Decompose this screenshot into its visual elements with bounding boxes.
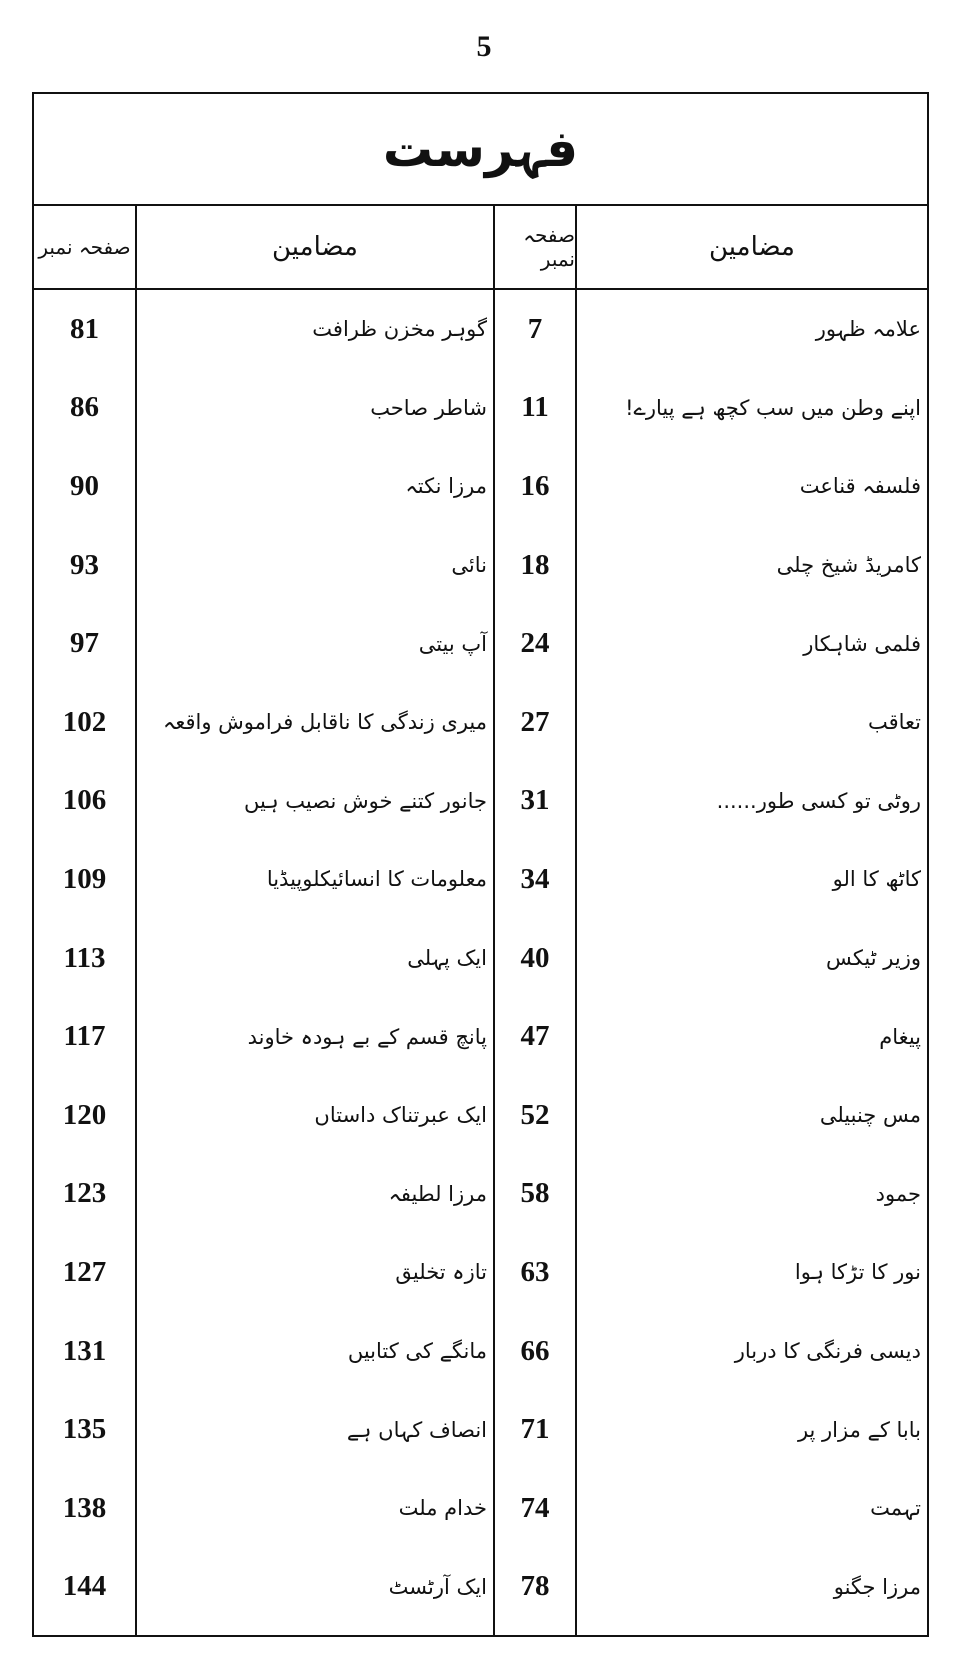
page-number: 5 xyxy=(476,30,492,63)
toc-entry-page: 71 xyxy=(520,1413,550,1446)
toc-entry-page: 144 xyxy=(62,1570,107,1603)
toc-entry-page: 120 xyxy=(62,1098,107,1131)
toc-entry-page: 127 xyxy=(62,1255,107,1288)
toc-entry-title: مرزا نکتہ xyxy=(405,474,487,499)
toc-entry-title: مس چنبیلی xyxy=(819,1103,921,1128)
toc-entry-title: کامریڈ شیخ چلی xyxy=(776,553,921,578)
toc-entry-title: پانچ قسم کے بے ہودہ خاوند xyxy=(247,1024,487,1049)
toc-entry-title: تعاقب xyxy=(867,710,921,735)
header-page-left: صفحہ نمبر xyxy=(38,235,131,259)
toc-entry-title: نور کا تڑکا ہوا xyxy=(794,1260,921,1285)
toc-entry-title: تازہ تخلیق xyxy=(395,1260,487,1285)
toc-entry-page: 74 xyxy=(520,1491,550,1524)
toc-entry-page: 18 xyxy=(520,548,550,581)
table-of-contents xyxy=(32,92,929,1637)
toc-entry-title: پیغام xyxy=(879,1024,921,1049)
toc-entry-title: معلومات کا انسائیکلوپیڈیا xyxy=(266,867,487,892)
toc-entry-page: 66 xyxy=(520,1334,550,1367)
toc-entry-title: فلسفہ قناعت xyxy=(799,474,921,499)
toc-entry-title: علامہ ظہور xyxy=(815,317,921,342)
toc-entry-page: 135 xyxy=(62,1413,107,1446)
toc-entry-page: 40 xyxy=(520,941,550,974)
toc-entry-page: 109 xyxy=(62,862,107,895)
toc-entry-title: جمود xyxy=(875,1181,921,1206)
toc-entry-title: نائی xyxy=(451,553,487,578)
header-topics-right: مضامین xyxy=(575,206,927,288)
toc-entry-page: 34 xyxy=(520,862,550,895)
header-topics-left: مضامین xyxy=(135,206,493,288)
toc-entry-page: 123 xyxy=(62,1177,107,1210)
left-titles-column xyxy=(135,290,493,1635)
toc-entry-title: میری زندگی کا ناقابل فراموش واقعہ xyxy=(163,710,487,735)
toc-entry-page: 117 xyxy=(63,1020,106,1053)
toc-entry-title: روٹی تو کسی طور...... xyxy=(716,788,921,813)
toc-entry-page: 106 xyxy=(62,784,107,817)
toc-entry-page: 58 xyxy=(520,1177,550,1210)
toc-entry-title: ایک عبرتناک داستاں xyxy=(314,1103,487,1128)
toc-entry-page: 90 xyxy=(70,469,99,502)
toc-entry-page: 78 xyxy=(520,1570,550,1603)
toc-entry-page: 113 xyxy=(63,941,106,974)
header-page-right: صفحہ نمبر xyxy=(493,206,575,288)
toc-entry-title: جانور کتنے خوش نصیب ہیں xyxy=(244,788,487,813)
toc-entry-page: 11 xyxy=(521,391,549,424)
left-pages-list xyxy=(34,290,135,1626)
toc-entry-title: کاٹھ کا الو xyxy=(832,867,921,892)
toc-entry-title: گوہر مخزن ظرافت xyxy=(312,317,487,342)
toc-entry-title: ایک پہلی xyxy=(407,946,487,971)
toc-entry-page: 81 xyxy=(70,312,99,345)
toc-entry-page: 47 xyxy=(520,1020,550,1053)
toc-entry-title: مرزا جگنو xyxy=(833,1574,921,1599)
right-pages-list xyxy=(495,290,575,1626)
toc-entry-title: دیسی فرنگی کا دربار xyxy=(734,1339,921,1364)
toc-entry-page: 93 xyxy=(70,548,99,581)
left-titles-list xyxy=(137,290,493,1626)
toc-entry-title: مرزا لطیفہ xyxy=(388,1181,487,1206)
toc-entry-title: اپنے وطن میں سب کچھ ہے پیارے! xyxy=(625,395,921,420)
right-titles-column xyxy=(575,290,927,1635)
toc-entry-page: 138 xyxy=(62,1491,107,1524)
toc-entry-title: وزیر ٹیکس xyxy=(826,946,921,971)
toc-entry-page: 7 xyxy=(527,312,543,345)
right-titles-list xyxy=(577,290,927,1626)
toc-entry-page: 86 xyxy=(70,391,99,424)
toc-entry-title: انصاف کہاں ہے xyxy=(346,1417,487,1442)
toc-entry-page: 63 xyxy=(520,1255,550,1288)
toc-entry-page: 24 xyxy=(520,627,550,660)
toc-entry-page: 97 xyxy=(70,627,99,660)
toc-entry-title: خدام ملت xyxy=(398,1496,487,1521)
toc-entry-title: بابا کے مزار پر xyxy=(797,1417,921,1442)
toc-entry-page: 52 xyxy=(520,1098,550,1131)
toc-title: فہرست xyxy=(34,94,927,206)
toc-entry-title: فلمی شاہکار xyxy=(803,631,921,656)
toc-body xyxy=(34,290,927,1635)
toc-entry-title: آپ بیتی xyxy=(418,631,487,656)
toc-entry-title: تہمت xyxy=(870,1496,921,1521)
toc-entry-page: 102 xyxy=(62,705,107,738)
toc-header-row xyxy=(34,206,927,290)
toc-entry-title: شاطر صاحب xyxy=(370,395,487,420)
toc-entry-page: 131 xyxy=(62,1334,107,1367)
toc-entry-title: مانگے کی کتابیں xyxy=(347,1339,487,1364)
left-pages-column xyxy=(34,290,135,1635)
toc-entry-page: 31 xyxy=(520,784,550,817)
right-pages-column xyxy=(493,290,575,1635)
toc-entry-title: ایک آرٹسٹ xyxy=(388,1574,487,1599)
toc-entry-page: 16 xyxy=(520,469,550,502)
toc-entry-page: 27 xyxy=(520,705,550,738)
